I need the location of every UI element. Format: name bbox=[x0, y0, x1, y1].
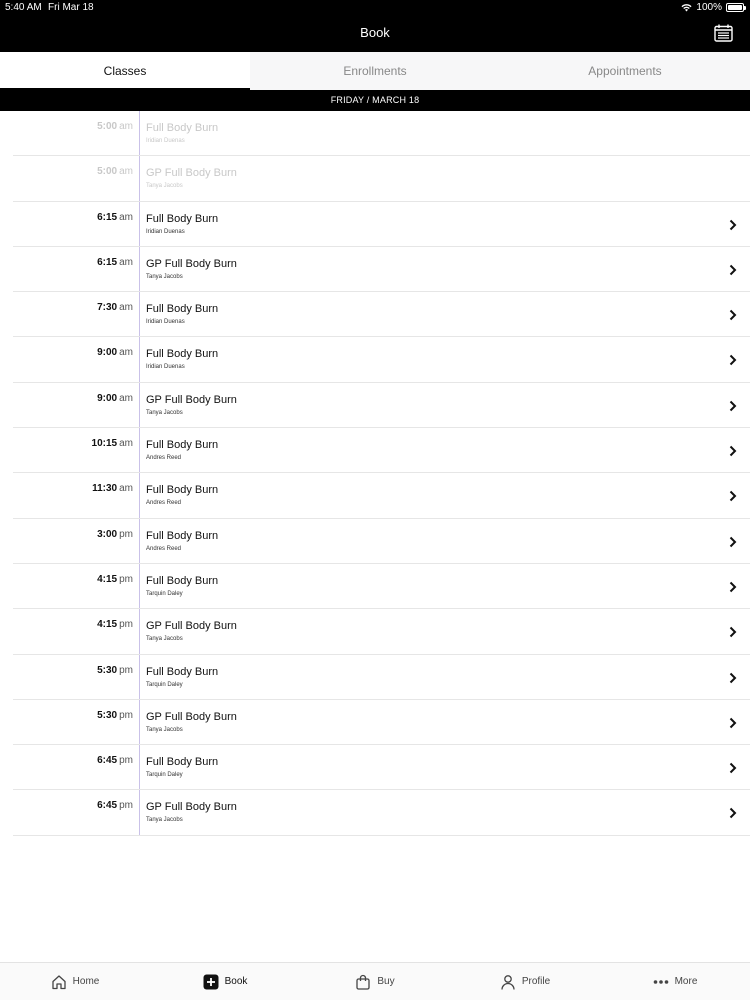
class-instructor: Iridian Duenas bbox=[146, 364, 185, 371]
class-time bbox=[92, 438, 133, 449]
battery-percent: 100% bbox=[696, 2, 722, 13]
class-time-ampm: am bbox=[119, 211, 133, 223]
class-name: Full Body Burn bbox=[146, 574, 219, 587]
class-row bbox=[0, 111, 750, 156]
bottom-nav bbox=[0, 962, 750, 1000]
class-instructor: Tanya Jacobs bbox=[146, 409, 183, 416]
class-time bbox=[97, 302, 133, 313]
class-name: GP Full Body Burn bbox=[146, 167, 237, 180]
class-instructor: Tanya Jacobs bbox=[146, 636, 183, 643]
class-name: Full Body Burn bbox=[146, 122, 219, 134]
class-time bbox=[97, 393, 133, 404]
class-time-value: 5:00 bbox=[97, 166, 118, 178]
bottom-nav-profile[interactable] bbox=[450, 963, 600, 1000]
class-time-value: 11:30 bbox=[92, 483, 118, 495]
class-name: Full Body Burn bbox=[146, 303, 219, 316]
class-row[interactable] bbox=[0, 745, 750, 790]
class-row[interactable] bbox=[0, 292, 750, 337]
class-time-value: 6:45 bbox=[97, 800, 118, 812]
class-name: Full Body Burn bbox=[146, 756, 219, 769]
class-time-ampm: pm bbox=[119, 664, 133, 676]
timeline-divider bbox=[139, 247, 140, 292]
more-dots-icon bbox=[653, 974, 669, 990]
class-time-value: 7:30 bbox=[97, 302, 118, 314]
class-time-ampm: pm bbox=[119, 800, 133, 812]
timeline-divider bbox=[139, 609, 140, 654]
class-name: Full Body Burn bbox=[146, 529, 219, 542]
class-instructor: Andres Reed bbox=[146, 455, 182, 462]
class-instructor: Iridian Duenas bbox=[146, 228, 185, 235]
tab-classes[interactable]: Classes bbox=[0, 52, 250, 90]
timeline-divider bbox=[139, 790, 140, 835]
booking-tabs bbox=[0, 52, 750, 90]
class-time-ampm: am bbox=[119, 392, 133, 404]
class-time bbox=[97, 347, 133, 358]
class-list bbox=[0, 111, 750, 836]
class-time-value: 4:15 bbox=[97, 573, 118, 585]
timeline-divider bbox=[139, 428, 140, 473]
class-time-ampm: am bbox=[119, 438, 133, 450]
top-bar bbox=[0, 0, 750, 52]
class-row[interactable] bbox=[0, 790, 750, 835]
class-row[interactable] bbox=[0, 655, 750, 700]
class-time-value: 9:00 bbox=[97, 392, 118, 404]
class-name: GP Full Body Burn bbox=[146, 620, 237, 633]
class-row[interactable] bbox=[0, 428, 750, 473]
shopping-bag-icon bbox=[355, 974, 371, 990]
class-instructor: Tarquin Daley bbox=[146, 772, 183, 779]
battery-icon bbox=[726, 3, 744, 12]
bottom-nav-buy[interactable] bbox=[300, 963, 450, 1000]
timeline-divider bbox=[139, 655, 140, 700]
class-instructor: Andres Reed bbox=[146, 500, 182, 507]
chevron-right-icon[interactable] bbox=[729, 807, 737, 819]
class-time-value: 3:00 bbox=[97, 528, 118, 540]
class-time bbox=[97, 212, 133, 223]
status-time: 5:40 AM bbox=[5, 2, 42, 13]
chevron-right-icon[interactable] bbox=[729, 490, 737, 502]
class-time-ampm: pm bbox=[119, 528, 133, 540]
class-name: Full Body Burn bbox=[146, 439, 219, 452]
class-instructor: Tanya Jacobs bbox=[146, 817, 183, 824]
bottom-nav-label: Book bbox=[224, 976, 248, 987]
tab-appointments[interactable]: Appointments bbox=[588, 64, 662, 78]
class-time bbox=[97, 121, 133, 132]
class-time-value: 6:15 bbox=[97, 211, 118, 223]
status-date: Fri Mar 18 bbox=[48, 2, 94, 13]
class-name: Full Body Burn bbox=[146, 665, 219, 678]
class-time bbox=[97, 665, 133, 676]
timeline-divider bbox=[139, 111, 140, 156]
class-row[interactable] bbox=[0, 609, 750, 654]
class-row bbox=[0, 156, 750, 201]
bottom-nav-more[interactable] bbox=[600, 963, 750, 1000]
class-time-ampm: am bbox=[119, 121, 133, 132]
page-title: Book bbox=[360, 25, 390, 40]
class-time bbox=[97, 574, 133, 585]
chevron-right-icon[interactable] bbox=[729, 536, 737, 548]
class-instructor: Andres Reed bbox=[146, 545, 182, 552]
class-time-ampm: am bbox=[119, 347, 133, 359]
class-time-ampm: pm bbox=[119, 755, 133, 767]
class-time-ampm: am bbox=[119, 256, 133, 268]
timeline-divider bbox=[139, 700, 140, 745]
class-instructor: Tanya Jacobs bbox=[146, 273, 183, 280]
class-instructor: Tanya Jacobs bbox=[146, 726, 183, 733]
book-plus-icon bbox=[203, 974, 219, 990]
status-indicators bbox=[681, 2, 744, 13]
timeline-divider bbox=[139, 292, 140, 337]
class-time-value: 10:15 bbox=[91, 438, 118, 450]
class-time-ampm: pm bbox=[119, 573, 133, 585]
row-divider bbox=[13, 835, 750, 836]
chevron-right-icon[interactable] bbox=[729, 219, 737, 231]
bottom-nav-label: Buy bbox=[377, 976, 395, 987]
class-time bbox=[92, 483, 133, 494]
timeline-divider bbox=[139, 473, 140, 518]
class-name: GP Full Body Burn bbox=[146, 257, 237, 270]
class-time bbox=[97, 710, 133, 721]
home-icon bbox=[51, 974, 67, 990]
bottom-nav-book[interactable] bbox=[150, 963, 300, 1000]
chevron-right-icon[interactable] bbox=[729, 400, 737, 412]
timeline-divider bbox=[139, 337, 140, 382]
chevron-right-icon[interactable] bbox=[729, 309, 737, 321]
class-time-ampm: pm bbox=[119, 709, 133, 721]
timeline-divider bbox=[139, 383, 140, 428]
class-name: Full Body Burn bbox=[146, 484, 219, 497]
class-row[interactable] bbox=[0, 564, 750, 609]
class-row[interactable] bbox=[0, 383, 750, 428]
chevron-right-icon[interactable] bbox=[729, 581, 737, 593]
class-time-value: 5:30 bbox=[97, 664, 118, 676]
chevron-right-icon[interactable] bbox=[729, 354, 737, 366]
class-row[interactable] bbox=[0, 247, 750, 292]
person-icon bbox=[500, 974, 516, 990]
class-time-value: 4:15 bbox=[97, 619, 118, 631]
bottom-nav-label: Profile bbox=[521, 976, 551, 987]
class-time bbox=[97, 166, 133, 177]
class-time-ampm: am bbox=[119, 302, 133, 314]
class-time-value: 5:00 bbox=[97, 121, 118, 132]
class-time-value: 6:15 bbox=[97, 256, 118, 268]
class-name: GP Full Body Burn bbox=[146, 710, 237, 723]
chevron-right-icon[interactable] bbox=[729, 672, 737, 684]
chevron-right-icon[interactable] bbox=[729, 717, 737, 729]
class-row[interactable] bbox=[0, 700, 750, 745]
class-time bbox=[97, 529, 133, 540]
class-row[interactable] bbox=[0, 519, 750, 564]
class-time-ampm: pm bbox=[119, 619, 133, 631]
timeline-divider bbox=[139, 564, 140, 609]
class-name: GP Full Body Burn bbox=[146, 393, 237, 406]
class-time-ampm: am bbox=[119, 483, 133, 495]
chevron-right-icon[interactable] bbox=[729, 264, 737, 276]
class-time-ampm: am bbox=[119, 166, 133, 178]
timeline-divider bbox=[139, 745, 140, 790]
class-instructor: Iridian Duenas bbox=[146, 138, 185, 144]
bottom-nav-label: More bbox=[674, 976, 698, 987]
class-row[interactable] bbox=[0, 202, 750, 247]
class-time bbox=[97, 619, 133, 630]
class-instructor: Iridian Duenas bbox=[146, 319, 185, 326]
chevron-right-icon[interactable] bbox=[729, 626, 737, 638]
chevron-right-icon[interactable] bbox=[729, 762, 737, 774]
class-instructor: Tarquin Daley bbox=[146, 681, 183, 688]
bottom-nav-label: Home bbox=[72, 976, 100, 987]
class-row[interactable] bbox=[0, 473, 750, 518]
tab-enrollments[interactable]: Enrollments bbox=[343, 64, 407, 78]
class-time-value: 6:45 bbox=[97, 755, 118, 767]
bottom-nav-home[interactable] bbox=[0, 963, 150, 1000]
timeline-divider bbox=[139, 156, 140, 201]
date-header: FRIDAY / MARCH 18 bbox=[0, 90, 750, 111]
chevron-right-icon[interactable] bbox=[729, 445, 737, 457]
class-time bbox=[97, 800, 133, 811]
class-time bbox=[97, 755, 133, 766]
class-instructor: Tarquin Daley bbox=[146, 590, 183, 597]
class-name: GP Full Body Burn bbox=[146, 801, 237, 814]
class-time-value: 5:30 bbox=[97, 709, 118, 721]
wifi-icon bbox=[681, 4, 692, 12]
class-row[interactable] bbox=[0, 337, 750, 382]
class-time bbox=[97, 257, 133, 268]
class-name: Full Body Burn bbox=[146, 212, 219, 225]
class-instructor: Tanya Jacobs bbox=[146, 183, 183, 190]
timeline-divider bbox=[139, 519, 140, 564]
calendar-icon[interactable] bbox=[714, 24, 733, 42]
class-name: Full Body Burn bbox=[146, 348, 219, 361]
class-time-value: 9:00 bbox=[97, 347, 118, 359]
timeline-divider bbox=[139, 202, 140, 247]
